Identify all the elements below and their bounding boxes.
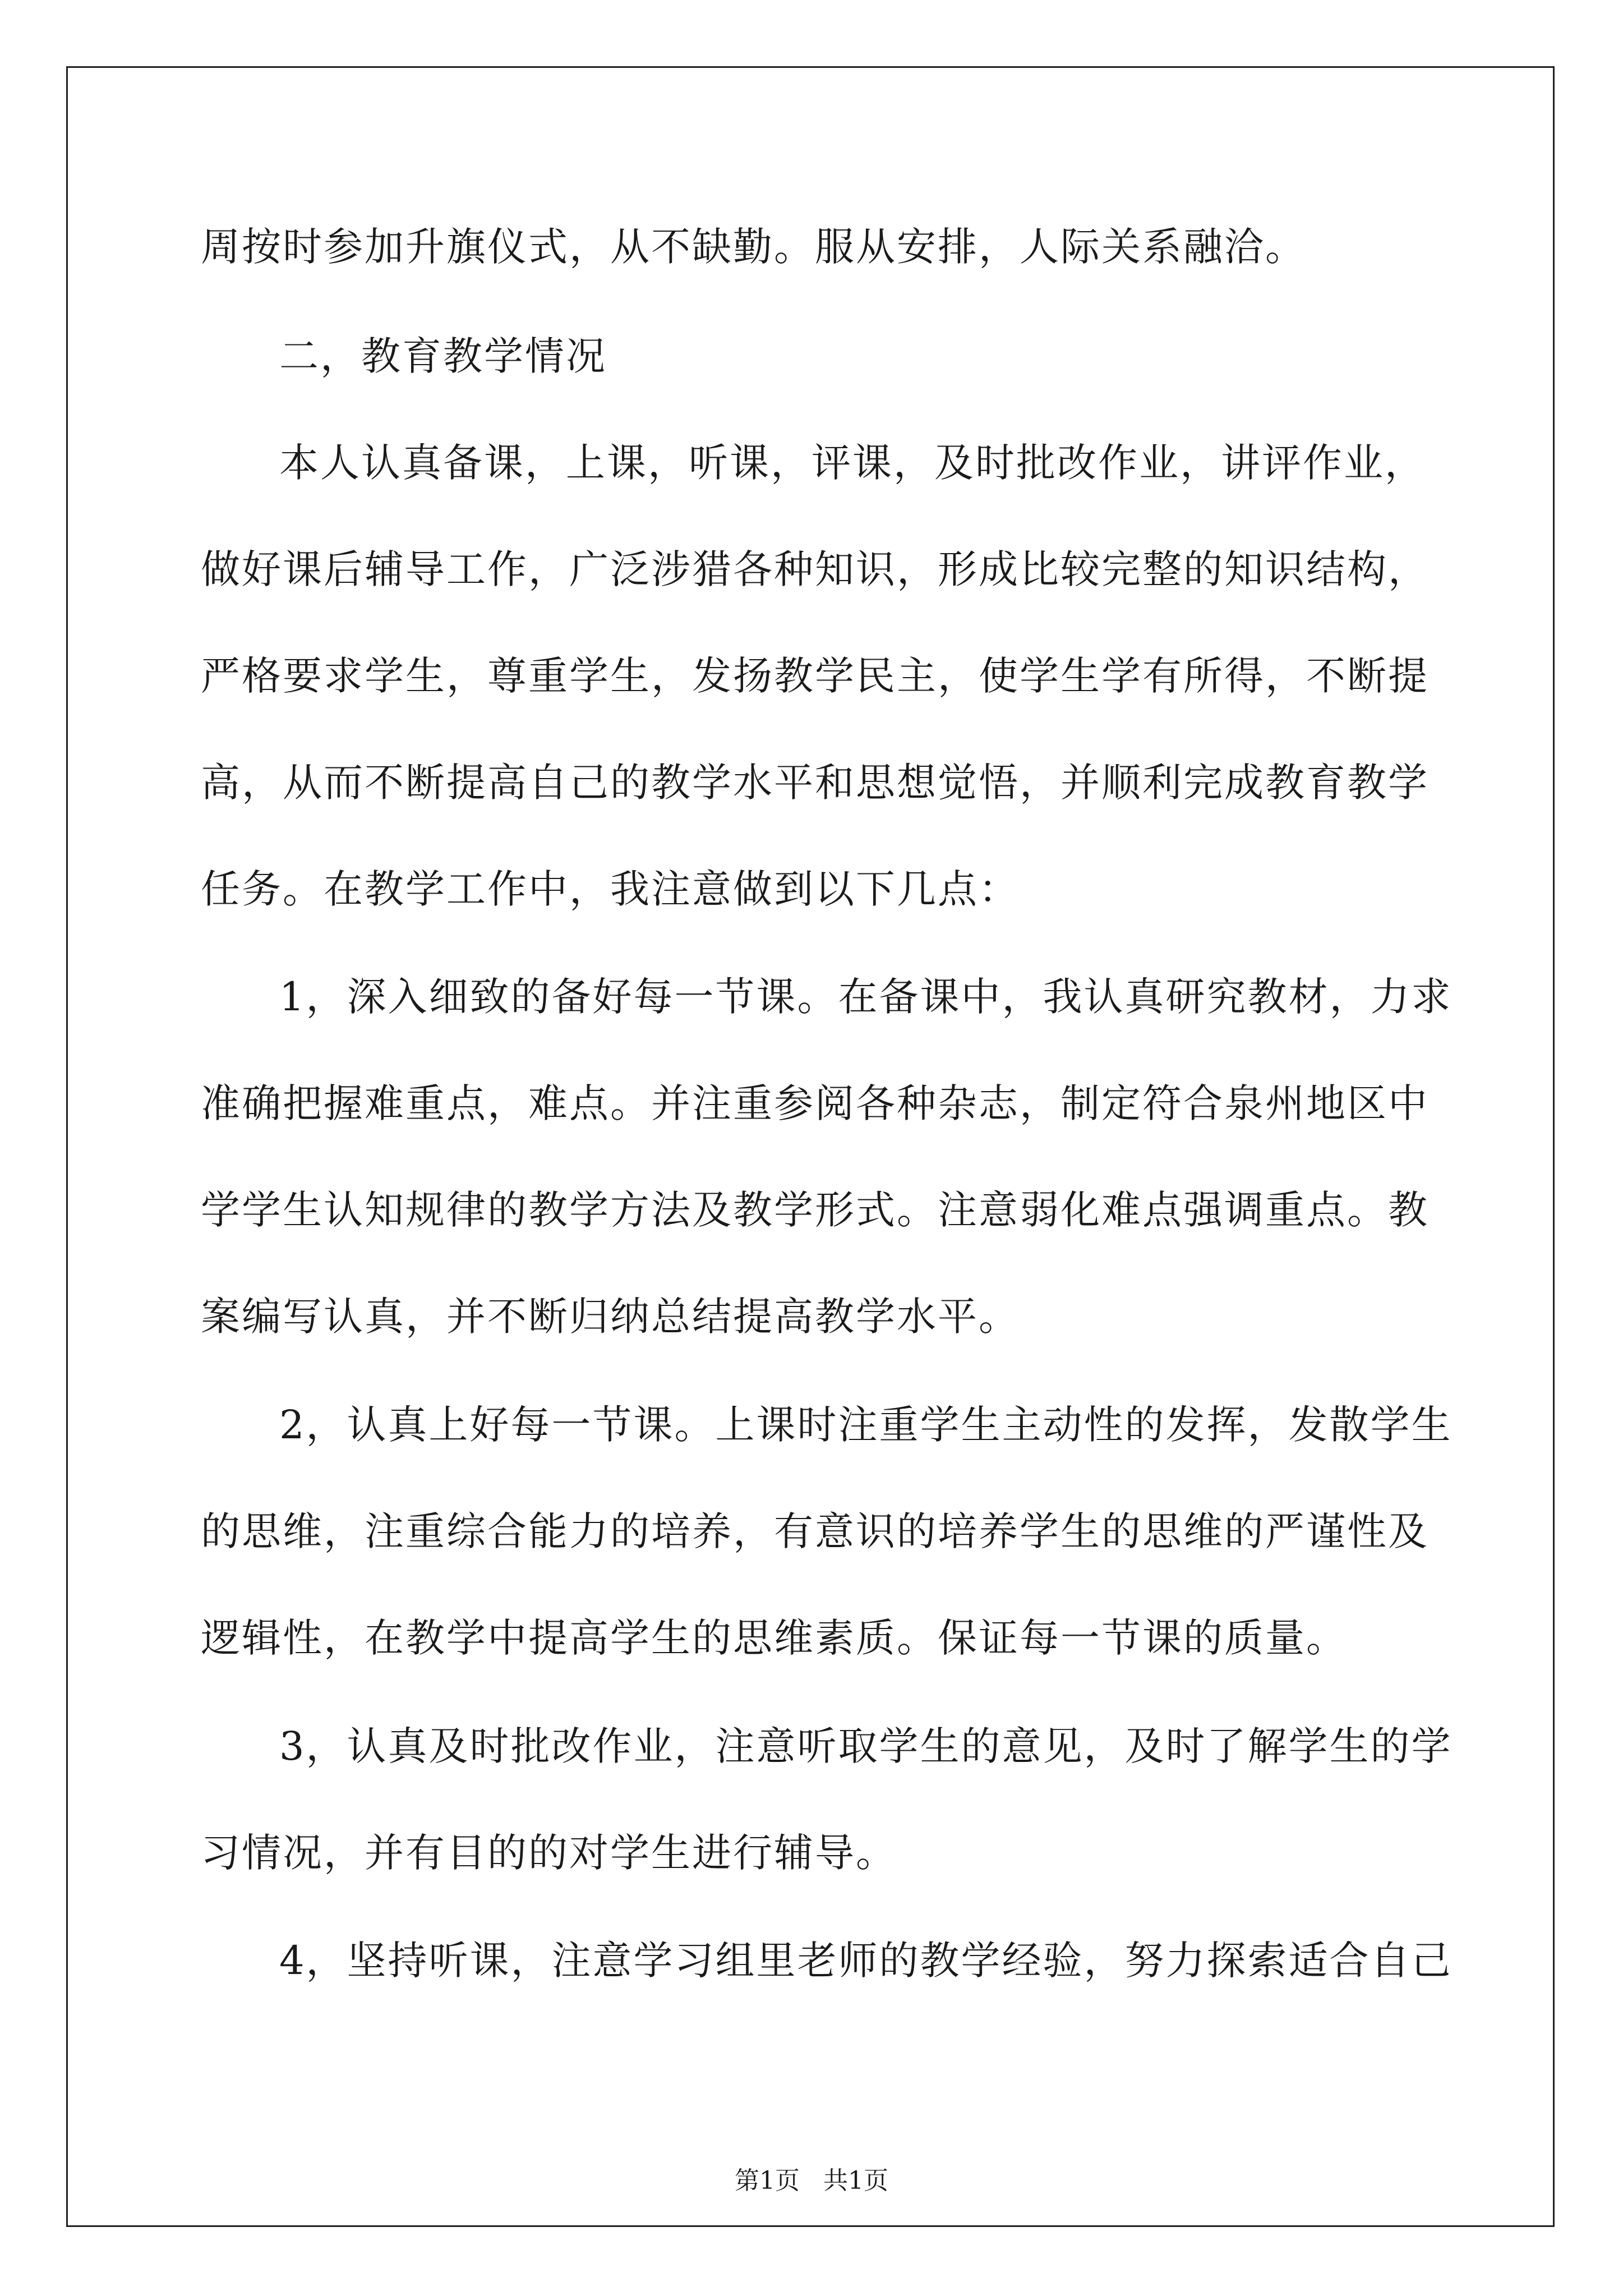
page-border <box>66 66 1555 2227</box>
text-line-9: 准确把握难重点，难点。并注重参阅各种杂志，制定符合泉州地区中 <box>201 1080 1429 1126</box>
text-line-6: 高，从而不断提高自己的教学水平和思想觉悟，并顺利完成教育教学 <box>201 760 1429 806</box>
text-line-16: 习情况，并有目的的对学生进行辅导。 <box>201 1830 897 1876</box>
text-line-3: 本人认真备课，上课，听课，评课，及时批改作业，讲评作业， <box>279 440 1426 486</box>
text-line-15: 3，认真及时批改作业，注意听取学生的意见，及时了解学生的学 <box>279 1723 1453 1769</box>
page-number-footer: 第1页 共1页 <box>735 2166 888 2195</box>
text-line-12: 2，认真上好每一节课。上课时注重学生主动性的发挥，发散学生 <box>279 1402 1453 1448</box>
text-line-10: 学学生认知规律的教学方法及教学形式。注意弱化难点强调重点。教 <box>201 1187 1429 1233</box>
text-line-1: 周按时参加升旗仪式，从不缺勤。服从安排，人际关系融洽。 <box>201 224 1306 270</box>
text-line-7: 任务。在教学工作中，我注意做到以下几点： <box>201 866 1020 912</box>
text-line-4: 做好课后辅导工作，广泛涉猎各种知识，形成比较完整的知识结构， <box>201 546 1429 592</box>
text-line-17: 4，坚持听课，注意学习组里老师的教学经验，努力探索适合自己 <box>279 1938 1453 1984</box>
section-heading: 二，教育教学情况 <box>279 333 607 379</box>
text-line-14: 逻辑性，在教学中提高学生的思维素质。保证每一节课的质量。 <box>201 1615 1347 1661</box>
text-line-13: 的思维，注重综合能力的培养，有意识的培养学生的思维的严谨性及 <box>201 1508 1429 1554</box>
text-line-11: 案编写认真，并不断归纳总结提高教学水平。 <box>201 1294 1020 1340</box>
text-line-8: 1，深入细致的备好每一节课。在备课中，我认真研究教材，力求 <box>279 974 1453 1020</box>
text-line-5: 严格要求学生，尊重学生，发扬教学民主，使学生学有所得，不断提 <box>201 653 1429 699</box>
